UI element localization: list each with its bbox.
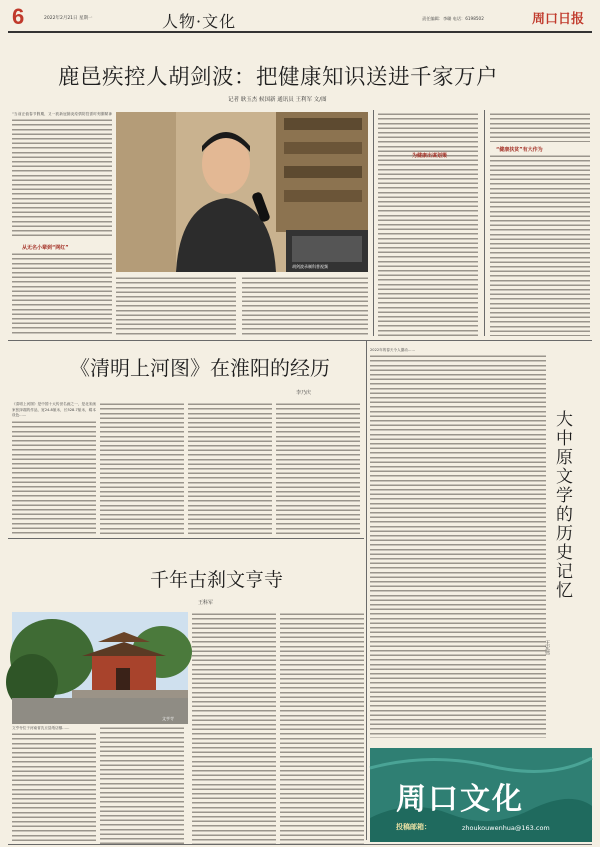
- article-painting-title: 《清明上河图》在淮阳的经历: [70, 356, 330, 380]
- article-painting-author: 李乃庆: [296, 390, 312, 396]
- article-literature-lead: 2022年的春天令人激动……: [370, 348, 546, 738]
- article-literature-title: 大中原文学的历史记忆: [552, 410, 572, 600]
- article-temple-photo-caption: 文亨寺: [162, 716, 174, 721]
- header-rule: [8, 31, 592, 33]
- temple-image: [12, 612, 188, 724]
- subheading-health-advice: 为健康出谋划策: [412, 153, 448, 159]
- man-with-microphone-image: [116, 112, 368, 272]
- article-painting-lead: 《清明上河图》是中国十大传世名画之一，是北宋画家张择端的作品，宽24.8厘米，长528.7厘米，绢本设色……: [12, 402, 96, 534]
- article-literature-author: 王宏伟: [544, 640, 550, 655]
- footer-email[interactable]: zhoukouwenhua@163.com: [462, 824, 550, 832]
- article-temple-author: 王科军: [198, 600, 214, 606]
- article-health-photo-caption: 胡剑波录制科普视频: [292, 264, 328, 269]
- subheading-poverty-relief: “健康扶贫”有大作为: [496, 147, 543, 153]
- article-health-lead: “当前正值春节假期，又一波新冠肺炎疫情防控需时刻绷紧神: [12, 112, 112, 238]
- article-health-photo: [116, 112, 368, 272]
- article-health-title: 鹿邑疾控人胡剑波：把健康知识送进千家万户: [58, 65, 499, 90]
- article-temple-lead: 文亨寺位于河南省沈丘县纸店镇……: [12, 726, 96, 844]
- article-health-byline: 记者 耿玉杰 候国新 通讯员 王利军 文/图: [228, 97, 327, 103]
- section-title: 人物·文化: [162, 12, 237, 31]
- editor-line: 责任编辑：李璐 电话：6198502: [422, 16, 484, 21]
- page-number: 6: [12, 4, 25, 29]
- subheading-from-newcomer: 从无名小辈到“网红”: [22, 245, 69, 251]
- page-header: [8, 4, 592, 30]
- masthead-logo: 周口日报: [532, 12, 585, 27]
- footer-email-label: 投稿邮箱：: [396, 823, 431, 831]
- issue-date: 2022年2月21日 星期一: [44, 16, 93, 21]
- article-temple-title: 千年古刹文亨寺: [150, 569, 284, 591]
- footer-brand-title: 周口文化: [396, 782, 524, 817]
- footer-brand-band: [370, 748, 592, 842]
- article-temple-photo: [12, 612, 188, 724]
